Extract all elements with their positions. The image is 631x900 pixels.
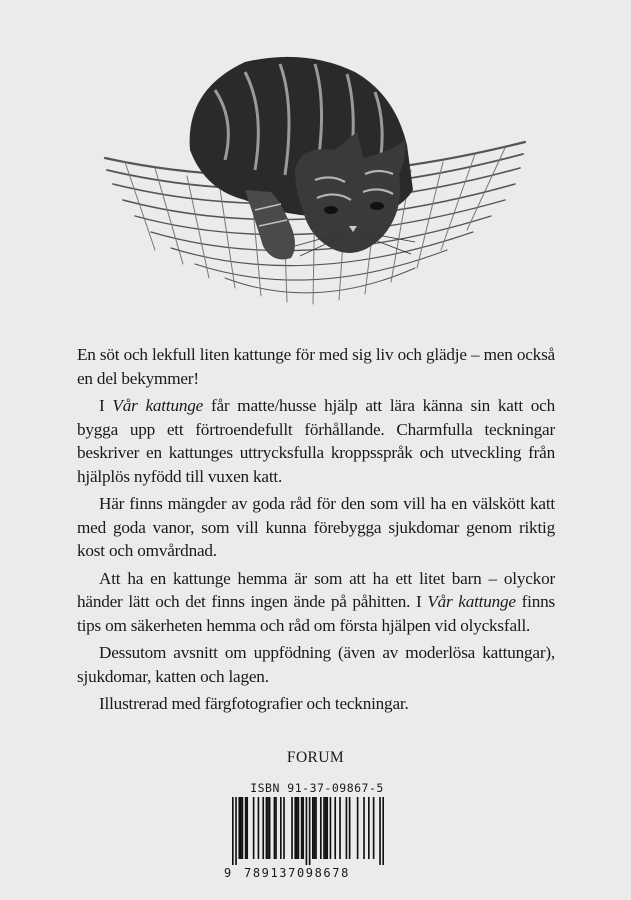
barcode-bar: [269, 797, 271, 859]
barcode-bar: [320, 797, 322, 859]
barcode-bar: [291, 797, 293, 859]
book-title: Vår kattunge: [112, 396, 204, 415]
barcode-bar: [368, 797, 370, 859]
barcode-bar: [246, 797, 248, 859]
barcode-bar: [240, 797, 242, 859]
publisher-name: FORUM: [286, 749, 345, 766]
blurb-paragraph: Att ha en kattunge hemma är som att ha ett litet barn – olyckor händer lätt och det finns ingen ände på påhitten. I Vår kattunge finns tips om säkerheten hemma och råd om första hjälpen vid olycksfall.: [77, 568, 555, 635]
barcode-lead-digit: 9: [224, 866, 233, 880]
barcode-bar: [363, 797, 365, 859]
isbn-label: ISBN 91-37-09867-5: [250, 781, 384, 795]
blurb-paragraph: Dessutom avsnitt om uppfödning (även av moderlösa kattungar), sjukdomar, katten och lagen.: [77, 643, 555, 686]
barcode-bar: [330, 797, 332, 859]
barcode-bar: [283, 797, 285, 859]
barcode-bar: [326, 797, 328, 859]
barcode-bar: [245, 797, 247, 859]
blurb-paragraph: En söt och lekfull liten kattunge för med sig liv och glädje – men också en del bekymmer!: [77, 345, 555, 388]
barcode-bar: [262, 797, 264, 859]
blurb-text: [77, 343, 555, 720]
barcode-bar: [253, 797, 255, 859]
barcode-bar: [382, 797, 384, 865]
barcode-bar: [258, 797, 260, 859]
barcode-bar: [312, 797, 314, 859]
barcode-bar: [314, 797, 316, 859]
barcode-bar: [275, 797, 277, 859]
barcode-bar: [325, 797, 327, 859]
barcode-bar: [274, 797, 276, 859]
barcode-bar: [280, 797, 282, 859]
barcode-bar: [296, 797, 298, 859]
barcode-bar: [306, 797, 308, 865]
barcode-bar: [373, 797, 375, 859]
barcode-bar: [232, 797, 234, 865]
barcode-bar: [302, 797, 304, 859]
blurb-paragraph: Här finns mängder av goda råd för den som vill ha en välskött katt med goda vanor, som vill kunna förebygga sjukdomar genom riktig kost och omvårdnad.: [77, 494, 555, 560]
blurb-paragraph: I Vår kattunge får matte/husse hjälp att lära känna sin katt och bygga upp ett förtroendefullt förhållande. Charmfulla teckningar beskriver en kattunges uttrycksfulla kroppsspråk och utveckling från hjälplös nyfödd till vuxen katt.: [77, 396, 555, 486]
barcode-bar: [323, 797, 325, 859]
barcode-number: 789137098678: [244, 866, 350, 880]
barcode-bar: [298, 797, 300, 859]
isbn-barcode: [232, 797, 384, 865]
barcode-bar: [238, 797, 240, 859]
barcode-bar: [242, 797, 244, 859]
barcode-bar: [235, 797, 237, 865]
barcode-bar: [315, 797, 317, 859]
blurb-paragraph: Illustrerad med färgfotografier och teckningar.: [99, 694, 409, 713]
barcode-bar: [349, 797, 351, 859]
barcode-bar: [334, 797, 336, 859]
barcode-bar: [379, 797, 381, 865]
barcode-bar: [357, 797, 359, 859]
barcode-bar: [294, 797, 296, 859]
barcode-bar: [339, 797, 341, 859]
barcode-bar: [266, 797, 268, 859]
kitten-in-basket-illustration: [95, 50, 535, 320]
barcode-bar: [301, 797, 303, 859]
barcode-bar: [267, 797, 269, 859]
barcode-bar: [309, 797, 311, 865]
book-title: Vår kattunge: [427, 592, 516, 611]
barcode-bar: [346, 797, 348, 859]
kitten: [190, 57, 415, 260]
